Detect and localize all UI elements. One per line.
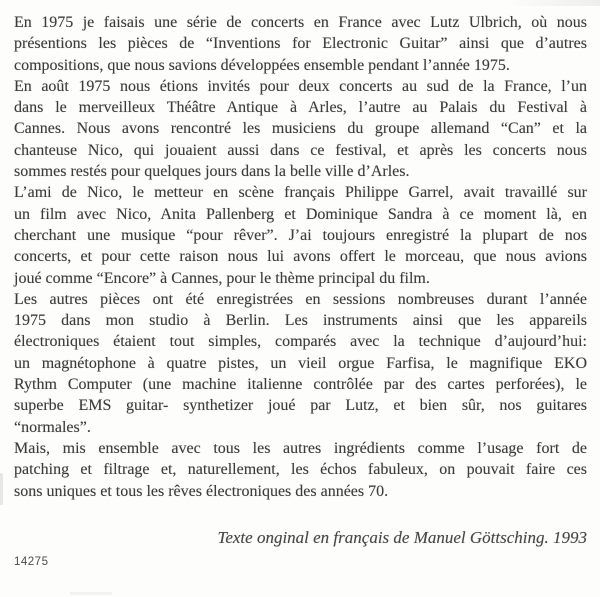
text-line: L’ami de Nico, le metteur en scène français Philippe Garrel, avait travaillé sur bbox=[14, 184, 587, 202]
text-line: superbe EMS guitar- synthetizer joué par Lutz, et bien sûr, nos guitares bbox=[14, 397, 587, 415]
text-line: Rythm Computer (une machine italienne contrôlée par des cartes perforées), le bbox=[14, 376, 587, 394]
text-line: un film avec Nico, Anita Pallenberg et Dominique Sandra à ce moment là, en bbox=[14, 205, 587, 223]
text-line: chanteuse Nico, qui jouaient aussi dans ce festival, et après les concerts nous bbox=[14, 141, 587, 159]
text-line: dans le merveilleux Théâtre Antique à Arles, l’autre au Palais du Festival à bbox=[14, 99, 587, 117]
text-line: Mais, mis ensemble avec tous les autres ingrédients comme l’usage fort de bbox=[14, 439, 587, 457]
text-line: 1975 dans mon studio à Berlin. Les instruments ainsi que les appareils bbox=[14, 312, 587, 330]
catalog-number: 14275 bbox=[14, 556, 49, 568]
text-line: un magnétophone à quatre pistes, un vieil orgue Farfisa, le magnifique EKO bbox=[14, 354, 587, 372]
body-text bbox=[14, 12, 587, 549]
text-line: Cannes. Nous avons rencontré les musiciens du groupe allemand “Can” et la bbox=[14, 120, 587, 138]
text-line: électroniques étaient tout simples, comparés avec la technique d’aujourd’hui: bbox=[14, 333, 587, 351]
text-line: “normales”. bbox=[14, 418, 91, 436]
scan-artifact-bottom bbox=[70, 592, 112, 595]
text-line: patching et filtrage et, naturellement, les échos fabuleux, on pouvait faire ces bbox=[14, 461, 587, 479]
attribution-line: Texte onginal en français de Manuel Göttsching. 1993 bbox=[217, 527, 587, 547]
scan-artifact-left-edge bbox=[0, 473, 3, 505]
text-line: présentions les pièces de “Inventions for Electronic Guitar” ainsi que d’autres bbox=[14, 35, 587, 53]
scan-artifact-top-right bbox=[504, 0, 600, 6]
text-line: compositions, que nous savions développées ensemble pendant l’année 1975. bbox=[14, 56, 510, 74]
text-line: Les autres pièces ont été enregistrées en sessions nombreuses durant l’année bbox=[14, 290, 587, 308]
text-line: En août 1975 nous étions invités pour deux concerts au sud de la France, l’un bbox=[14, 77, 587, 95]
text-line: sommes restés pour quelques jours dans la belle ville d’Arles. bbox=[14, 163, 410, 181]
text-line: cherchant une musique “pour rêver”. J’ai toujours enregistré la plupart de nos bbox=[14, 226, 587, 244]
text-line: joué comme “Encore” à Cannes, pour le thème principal du film. bbox=[14, 269, 430, 287]
text-line: sons uniques et tous les rêves électroniques des années 70. bbox=[14, 482, 389, 500]
text-line: En 1975 je faisais une série de concerts en France avec Lutz Ulbrich, où nous bbox=[14, 14, 587, 31]
text-line: concerts, et pour cette raison nous lui avons offert le morceau, que nous avions bbox=[14, 248, 587, 266]
